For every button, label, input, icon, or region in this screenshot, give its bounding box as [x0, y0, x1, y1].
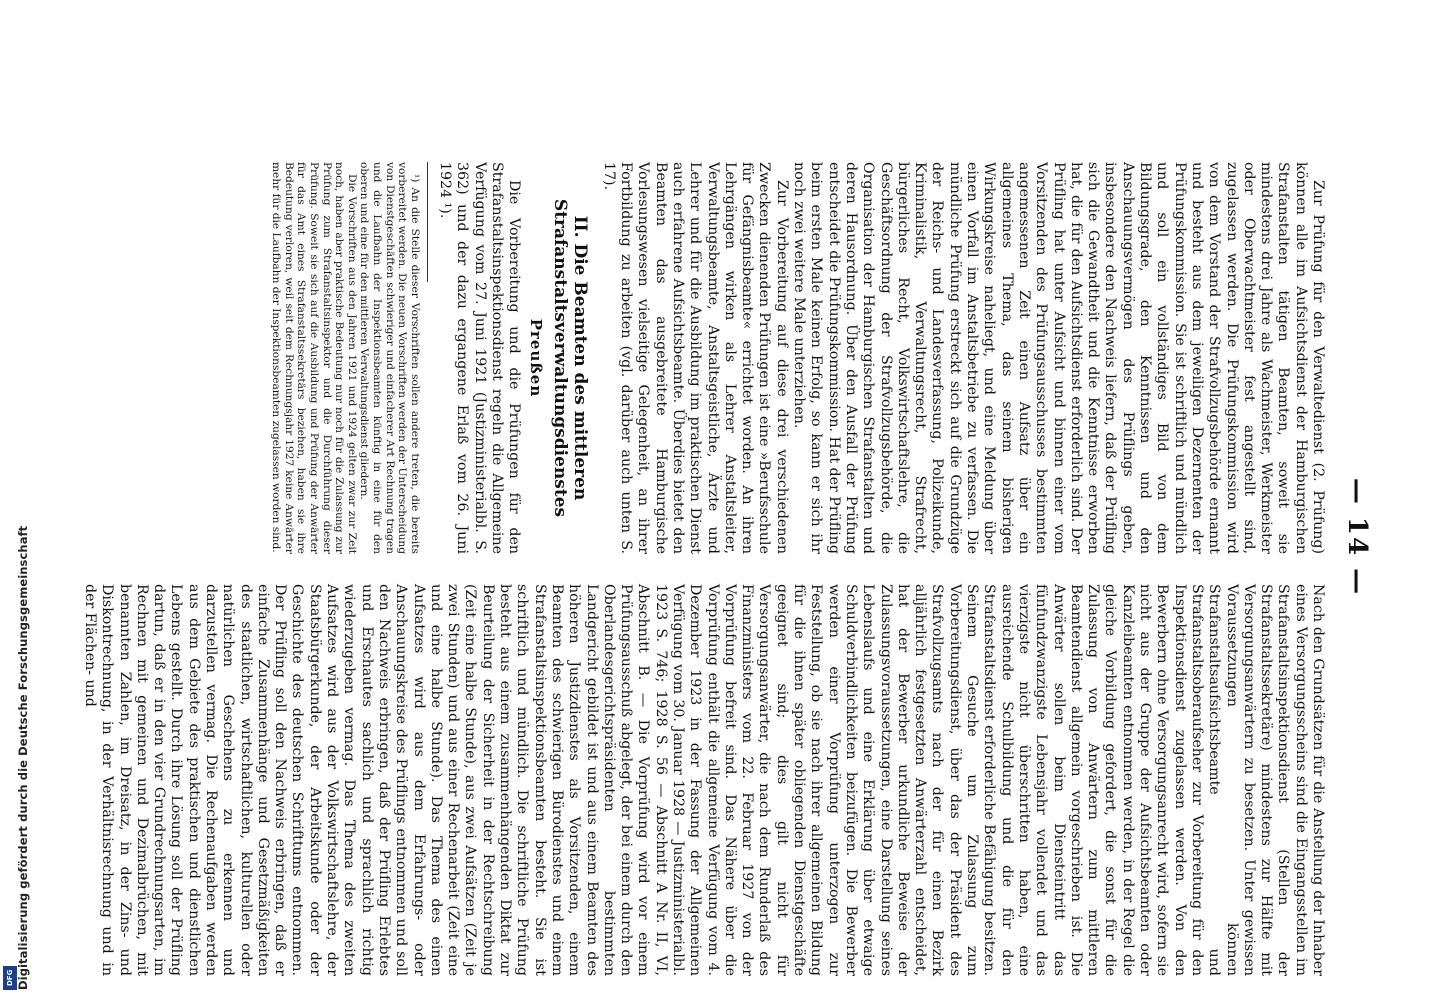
page-number: — 14 — [1342, 477, 1372, 597]
paragraph: Nach den Grundsätzen für die Anstellung der Inhaber eines Versorgungsscheins sind die Eingangsstellen im Strafanstaltsinspektionsdienst (Stellen der Strafanstaltssekretäre) mindestens zur Hälfte mit Versorgungsanwärtern zu besetzen. Unter gewissen Voraussetzungen können Strafanstaltsaufsichtsbeamte und Strafanstaltsoberaufseher zur Vorbereitung für den Inspektionsdienst zugelassen werden. Von den Bewerbern ohne Versorgungsanrecht wird, sofern sie nicht aus der Gruppe der Aufsichtsbeamten oder Kanzleibeamten entnommen werden, in der Regel die gleiche Vorbildung gefordert, die sonst für die Zulassung von Anwärtern zum mittleren Beamtendienst allgemein vorgeschrieben ist. Die Anwärter sollen beim Diensteintritt das fünfundzwanzigste Lebensjahr vollendet und das vierzigste nicht überschritten haben, eine ausreichende Schulbildung und die für den Strafanstaltsdienst erforderliche Befähigung besitzen. Seinem Gesuche um Zulassung zum Vorbereitungsdienst, über das der Präsident des Strafvollzugsamts nach der für einen Bezirk alljährlich festgesetzten Anwärterzahl entscheidet, hat der Bewerber urkundliche Beweise der Zulassungsvoraussetzungen, eine Darstellung seines Lebenslaufs und eine Erklärung über etwaige Schuldverbindlichkeiten beizufügen. Die Bewerber werden einer Vorprüfung unterzogen zur Feststellung, ob sie nach ihrer allgemeinen Bildung für die ihnen später obliegenden Dienstgeschäfte geeignet sind; dies gilt nicht für Versorgungsanwärter, die nach dem Runderlaß des Finanzministers vom 22. Februar 1927 von der Vorprüfung befreit sind. Das Nähere über die Vorprüfung enthält die allgemeine Verfügung vom 4. Dezember 1923 in der Fassung der Allgemeinen Verfügung vom 30. Januar 1928 — Justizministerialbl. 1923 S. 746; 1928 S. 56 — Abschnitt A Nr. II, VI, Abschnitt B. — Die Vorprüfung wird vor einem Prüfungsausschuß abgelegt, der bei einem durch den Oberlandesgerichtspräsidenten bestimmten Landgericht gebildet ist und aus einem Beamten des höheren Justizdienstes als Vorsitzenden, einem Beamten des schwierigen Bürodienstes und einem Strafanstaltsinspektionsbeamten besteht. Sie ist schriftlich und mündlich. Die schriftliche Prüfung besteht aus einem zusammenhängenden Diktat zur Beurteilung der Sicherheit in der Rechtschreibung (Zeit eine halbe Stunde), aus zwei Aufsätzen (Zeit je zwei Stunden) und aus einer Rechenarbeit (Zeit eine und eine halbe Stunde). Das Thema des einen Aufsatzes wird aus dem Erfahrungs- oder Anschauungskreise des Prüflings entnommen und soll den Nachweis erbringen, daß der Prüfling Erlebtes und Erschautes sachlich und sprachlich richtig wiederzugeben vermag. Das Thema des zweiten Aufsatzes wird aus der Volkswirtschaftslehre, der Staatsbürgerkunde, der Arbeitskunde oder der Geschichte des deutschen Schrifttums entnommen. Der Prüfling soll den Nachweis erbringen, daß er einfache Zusammenhänge und Gesetzmäßigkeiten des staatlichen, wirtschaftlichen, kulturellen oder natürlichen Geschehens zu erkennen und darzustellen vermag. Die Rechenaufgaben werden aus dem Gebiete des praktischen und dienstlichen Lebens gestellt. Durch ihre Lösung soll der Prüfling dartun, daß er in den vier Grundrechnungsarten, im Rechnen mit gemeinen und Dezimalbrüchen, mit benannten Zahlen, im Dreisatz, in der Zins- und Diskontrechnung, in der Verhältnisrechnung und in der Flächen- und [81, 584, 1326, 976]
footnote: ¹) An die Stelle dieser Vorschriften sollen andere treten, die bereits vorbereitet werden. Die neuen Vorschriften werden der Unterscheidung von Dienstgeschäften schwieriger und einfacherer Art Rechnung tragen und die Laufbahn der Inspektionsbeamten künftig in eine für den oberen und eine für den mittleren Verwaltungsdienst gliedern. [358, 162, 421, 554]
footnote: Die Vorschriften aus den Jahren 1921 und 1924 gelten zwar zur Zeit noch, haben aber praktische Bedeutung nur noch für die Zulassung zur Prüfung zum Strafanstaltsinspektor und die Durchführung dieser Prüfung. Soweit sie sich auf die Ausbildung und Prüfung der Anwärter für das Amt eines Strafanstaltssekretärs beziehen, haben sie ihre Bedeutung verloren, weil seit dem Rechnungsjahr 1927 keine Anwärter mehr für die Laufbahn der Inspektionsbeamten zugelassen worden sind. [270, 162, 358, 554]
digitization-banner [0, 0, 30, 1000]
scanned-page [81, 92, 1434, 982]
paragraph: Die Vorbereitung und die Prüfungen für den Strafanstaltsinspektionsdienst regeln die Allgemeine Verfügung vom 27. Juni 1921 (Justizministerialbl. S. 362) und der dazu ergangene Erlaß vom 26. Juni 1924 ¹). [437, 162, 523, 554]
subsection-heading: Preußen [526, 318, 545, 398]
paragraph: Zur Vorbereitung auf diese drei verschiedenen Zwecken dienenden Prüfungen ist eine »Berufsschule für Gefängnisbeamte« errichtet worden. An ihren Lehrgängen wirken als Lehrer Anstaltsleiter, Verwaltungsbeamte, Anstaltsgeistliche, Ärzte und Lehrer und für die Ausbildung im praktischen Dienst auch erfahrene Aufsichtsbeamte. Überdies bietet den Beamten das ausgebreitete Hamburgische Vorlesungswesen vielseitige Gelegenheit, an ihrer Fortbildung zu arbeiten (vgl. darüber auch unten S. 17). [600, 162, 790, 554]
section-heading: II. Die Beamten des mittleren Strafanstaltsverwaltungsdienstes [549, 198, 590, 518]
right-column [81, 584, 1326, 976]
left-column [270, 162, 1326, 554]
footnote-divider [427, 162, 428, 282]
paragraph: Zur Prüfung für den Verwaltedienst (2. Prüfung) können alle im Aufsichtsdienst der Hamburgischen Strafanstalten tätigen Beamten, soweit sie mindestens drei Jahre als Wachmeister, Werkmeister oder Oberwachtmeister fest angestellt sind, zugelassen werden. Die Prüfungskommission wird von dem Vorstand der Strafvollzugsbehörde ernannt und besteht aus dem jeweiligen Dezernenten der Prüfungskommission. Sie ist schriftlich und mündlich und soll ein vollständiges Bild von dem Bildungsgrade, den Kenntnissen und den Anschauungsvermögen des Prüflings geben, insbesondere den Nachweis liefern, daß der Prüfling sich die Gewandtheit und die Kenntnisse erworben hat, die für den Aufsichtsdienst erforderlich sind. Der Prüfling hat unter Aufsicht und binnen einer vom Vorsitzenden des Prüfungsausschusses bestimmten angemessenen Zeit einen Aufsatz über ein allgemeines Thema, das seinem bisherigen Wirkungskreise naheliegt, und eine Meldung über einen Vorfall im Anstaltsbetriebe zu verfassen. Die mündliche Prüfung erstreckt sich auf die Grundzüge der Reichs- und Landesverfassung, Polizeikunde, Kriminalistik, Verwaltungsrecht, Strafrecht, bürgerliches Recht, Volkswirtschaftslehre, die Geschäftsordnung der Strafvollzugsbehörde, die Organisation der Hamburgischen Strafanstalten und deren Hausordnung. Über den Ausfall der Prüfung entscheidet die Prüfungskommission. Hat der Prüfling beim ersten Male keinen Erfolg, so kann er sich ihr noch zwei weitere Male unterziehen. [791, 162, 1326, 554]
dfg-logo: DFG [3, 966, 17, 990]
footnotes [270, 162, 421, 554]
banner-text: Digitalisierung gefördert durch die Deutsche Forschungsgemeinschaft [16, 525, 30, 990]
